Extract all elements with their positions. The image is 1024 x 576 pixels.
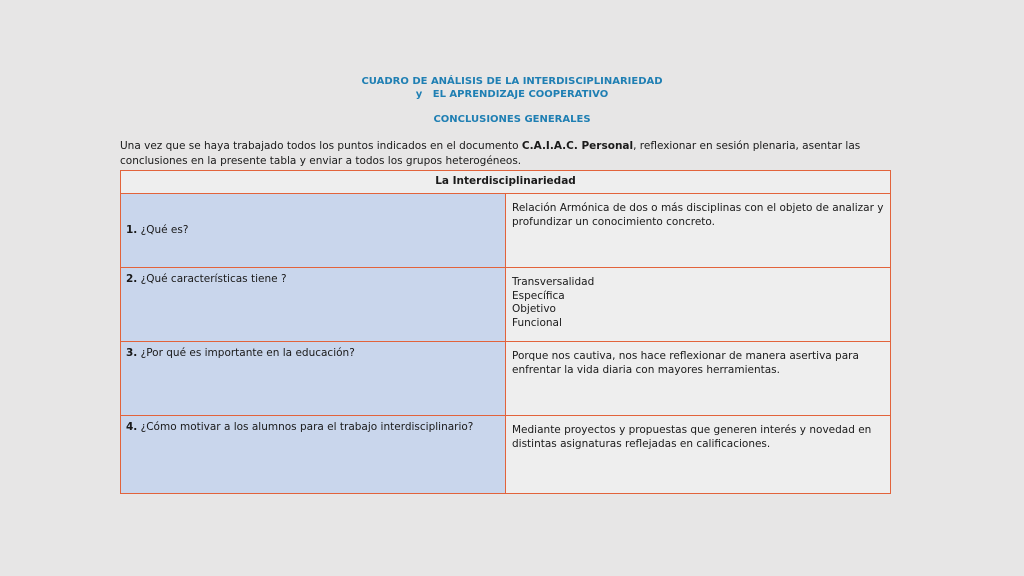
answer-line: Funcional: [512, 316, 562, 329]
question-cell: [121, 416, 506, 494]
intro-doc-name: C.A.I.A.C. Personal: [521, 140, 634, 152]
answer-cell: [506, 268, 891, 342]
question-cell: [121, 194, 506, 268]
answer-cell: [506, 342, 891, 416]
table-row: [121, 268, 891, 342]
document-title: CUADRO DE ANÁLISIS DE LA INTERDISCIPLINARIEDAD: [361, 76, 663, 87]
question-number: 4.: [126, 421, 138, 433]
intro-text-1: Una vez que se haya trabajado todos los puntos indicados en el documento: [120, 140, 522, 152]
question-cell: [121, 268, 506, 342]
intro-text-2: , reflexionar en sesión plenaria, asentar las conclusiones en la presente tabla y enviar a todos los grupos heterogéneos.: [120, 140, 861, 167]
question-number: 1.: [126, 224, 138, 237]
question-number: 2.: [126, 273, 138, 285]
question-text: ¿Qué es?: [140, 224, 189, 237]
question-number: 3.: [126, 347, 138, 359]
document-subtitle: y EL APRENDIZAJE COOPERATIVO: [415, 89, 609, 100]
question-cell: [121, 342, 506, 416]
question-text: ¿Cómo motivar a los alumnos para el trabajo interdisciplinario?: [140, 421, 474, 433]
intro-paragraph: [120, 139, 890, 169]
table-row: [121, 194, 891, 268]
answer-line: Mediante proyectos y propuestas que generen interés y novedad en distintas asignaturas reflejadas en calificaciones.: [512, 424, 872, 450]
table-row: [121, 342, 891, 416]
question-text: ¿Por qué es importante en la educación?: [140, 347, 355, 359]
answer-line: Transversalidad: [512, 276, 595, 288]
table-row: [121, 416, 891, 494]
table-header: La Interdisciplinariedad: [121, 171, 891, 194]
answer-line: Porque nos cautiva, nos hace reflexionar de manera asertiva para enfrentar la vida diaria con mayores herramientas.: [512, 350, 859, 376]
answer-line: Objetivo: [512, 303, 556, 315]
answer-cell: [506, 416, 891, 494]
conclusions-table: [120, 170, 891, 494]
section-heading: CONCLUSIONES GENERALES: [433, 114, 591, 125]
question-text: ¿Qué características tiene ?: [140, 273, 287, 285]
answer-line: Relación Armónica de dos o más disciplinas con el objeto de analizar y profundizar un conocimiento concreto.: [512, 202, 884, 228]
answer-line: Específica: [512, 289, 565, 302]
answer-cell: [506, 194, 891, 268]
